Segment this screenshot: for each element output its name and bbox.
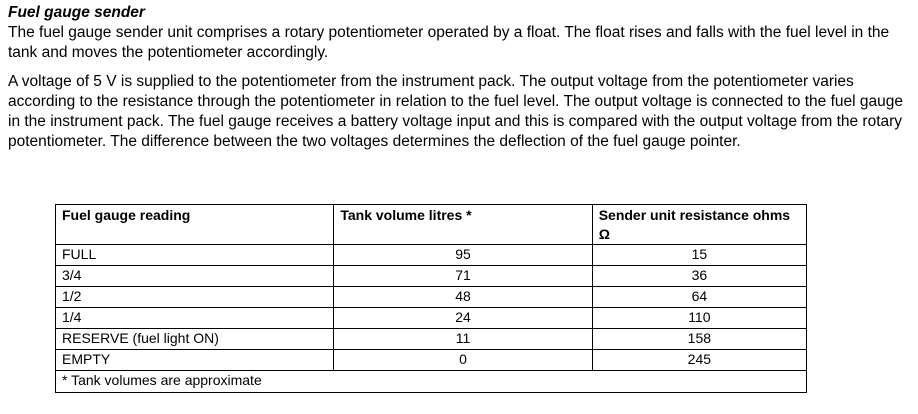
volume-cell: 48 bbox=[334, 287, 592, 308]
reading-cell: 1/4 bbox=[56, 308, 334, 329]
resistance-cell: 64 bbox=[592, 287, 806, 308]
reading-cell: 1/2 bbox=[56, 287, 334, 308]
header-sender-resistance: Sender unit resistance ohms Ω bbox=[592, 205, 806, 245]
reading-cell: EMPTY bbox=[56, 350, 334, 371]
volume-cell: 24 bbox=[334, 308, 592, 329]
reading-cell: RESERVE (fuel light ON) bbox=[56, 329, 334, 350]
section-title: Fuel gauge sender bbox=[8, 4, 145, 21]
resistance-cell: 15 bbox=[592, 245, 806, 266]
intro-paragraph: The fuel gauge sender unit comprises a rotary potentiometer operated by a float. The float rises and falls with the fuel level in the tank and moves the potentiometer accordingly. bbox=[8, 24, 890, 61]
volume-cell: 95 bbox=[334, 245, 592, 266]
reading-cell: 3/4 bbox=[56, 266, 334, 287]
table-row bbox=[56, 329, 807, 350]
resistance-cell: 36 bbox=[592, 266, 806, 287]
voltage-paragraph: A voltage of 5 V is supplied to the potentiometer from the instrument pack. The output voltage from the potentiometer varies according to the resistance through the potentiometer in relation to the fuel level. The output voltage is connected to the fuel gauge in the instrument pack. The fuel gauge receives a battery voltage input and this is compared with the output voltage from the rotary potentiometer. The difference between the two voltages determines the deflection of the fuel gauge pointer. bbox=[8, 73, 903, 150]
table-row bbox=[56, 308, 807, 329]
table-row bbox=[56, 350, 807, 371]
table-footnote-row bbox=[56, 371, 807, 393]
document-body bbox=[8, 3, 908, 152]
resistance-cell: 110 bbox=[592, 308, 806, 329]
fuel-gauge-table bbox=[55, 204, 807, 393]
resistance-cell: 245 bbox=[592, 350, 806, 371]
header-fuel-gauge-reading: Fuel gauge reading bbox=[56, 205, 334, 245]
volume-cell: 71 bbox=[334, 266, 592, 287]
table-footnote: * Tank volumes are approximate bbox=[56, 371, 807, 393]
table-row bbox=[56, 266, 807, 287]
resistance-cell: 158 bbox=[592, 329, 806, 350]
reading-cell: FULL bbox=[56, 245, 334, 266]
table-row bbox=[56, 245, 807, 266]
header-tank-volume: Tank volume litres * bbox=[334, 205, 592, 245]
table-header-row bbox=[56, 205, 807, 245]
volume-cell: 11 bbox=[334, 329, 592, 350]
table-row bbox=[56, 287, 807, 308]
volume-cell: 0 bbox=[334, 350, 592, 371]
